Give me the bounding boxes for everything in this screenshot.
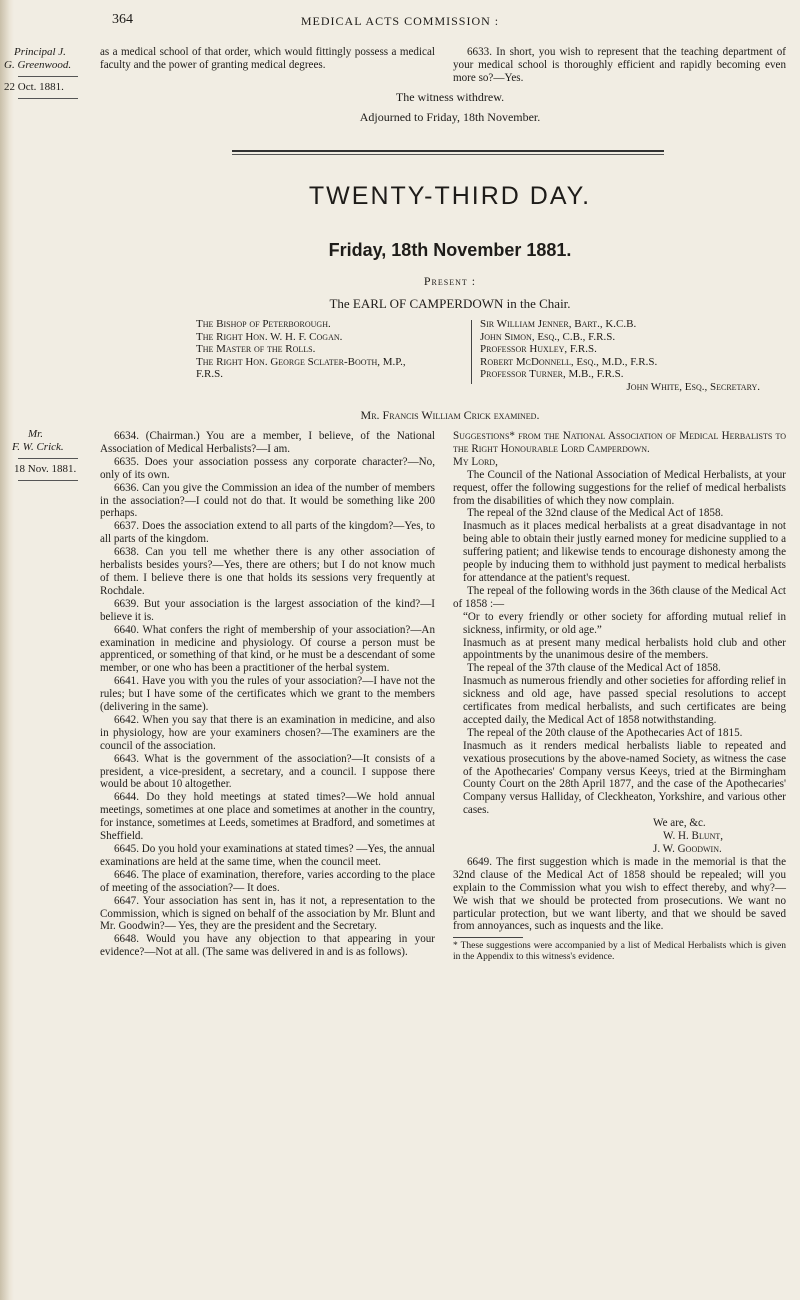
margin-witness-line2: G. Greenwood. xyxy=(4,59,72,71)
question-6648: 6648. Would you have any objection to that appearing in your evidence?—Not at all. (The same was delivered in and is as follows). xyxy=(100,933,435,959)
memorial-closing: We are, &c. xyxy=(653,817,706,830)
section-divider-thin xyxy=(232,154,664,155)
member-item: Professor Huxley, F.R.S. xyxy=(480,343,597,356)
section-divider xyxy=(232,150,664,152)
margin-note-current-witness xyxy=(4,428,96,485)
members-divider xyxy=(471,320,472,384)
question-6647: 6647. Your association has sent in, has it not, a representation to the Commission, which is signed on behalf of the association by Mr. Blunt and Mr. Goodwin?— Yes, they are the president and the Secretary. xyxy=(100,894,435,933)
signatory-blunt: W. H. Blunt, xyxy=(663,830,724,843)
question-6633: 6633. In short, you wish to represent that the teaching department of your medical school is thoroughly efficient and rapidly becoming even more so?—Yes. xyxy=(453,46,786,84)
footnote-rule xyxy=(453,937,523,938)
suggestion-1: The repeal of the 32nd clause of the Medical Act of 1858. xyxy=(467,507,724,520)
evidence-left-column xyxy=(100,430,435,959)
question-6640: 6640. What confers the right of membership of your association?—An examination in medicine and physiology. Of course a person must be apprenticed, or something of that kind, or he must be a descendant of some member, or one who has been a practitioner of the herbal system. xyxy=(100,623,435,675)
margin-rule xyxy=(18,76,78,77)
margin-witness-line1: Mr. xyxy=(28,428,43,440)
page-edge-shadow xyxy=(0,0,14,1300)
chair-line: The EARL OF CAMPERDOWN in the Chair. xyxy=(329,296,571,311)
question-6637: 6637. Does the association extend to all parts of the kingdom?—Yes, to all parts of the kingdom. xyxy=(100,520,435,546)
question-6646: 6646. The place of examination, therefore, varies according to the place of meeting of the association?— It does. xyxy=(100,868,435,894)
margin-rule xyxy=(18,480,78,481)
present-label: Present : xyxy=(423,274,477,288)
footnote: * These suggestions were accompanied by a list of Medical Herbalists which is given in the Appendix to this witness's evidence. xyxy=(453,941,786,963)
suggestion-4-body: Inasmuch as it renders medical herbalists liable to repeated and vexatious prosecutions by the above-named Society, as witness the case of the Apothecaries' Company versus Keeys, tried at the Birmingham County Court on the 28th April 1877, and the case of the Apothecaries' Company versus Halliday, of Cleckheaton, Yorkshire, and various other cases. xyxy=(463,739,786,817)
margin-note-previous-witness xyxy=(4,46,96,103)
question-6638: 6638. Can you tell me whether there is any other association of herbalists besides yours?—Yes, there are others; but I do not know much of them. I believe there is one that holds its sessions very frequently at Rochdale. xyxy=(100,546,435,597)
suggestion-3-body: Inasmuch as numerous friendly and other societies for affording relief in sickness and old age, have passed special resolutions to accept certificates from medical herbalists, and such certificates are being accepted daily, the Medical Act of 1858 notwithstanding. xyxy=(463,675,786,726)
question-6641: 6641. Have you with you the rules of your association?—I have not the rules; but I have some of the certificates which we grant to the members (delivering in the same). xyxy=(100,675,435,714)
member-item: F.R.S. xyxy=(196,368,223,381)
suggestion-2-body: Inasmuch as at present many medical herbalists hold club and other appointments by the unanimous desire of the members. xyxy=(463,636,786,662)
member-item: The Right Hon. George Sclater-Booth, M.P., xyxy=(196,355,406,368)
day-title: TWENTY-THIRD DAY. xyxy=(308,182,592,210)
top-right-continuation xyxy=(453,46,786,85)
question-6644: 6644. Do they hold meetings at stated times?—We hold annual meetings, sometimes at one place and sometimes at another in the country, for instance, sometimes at Leeds, sometimes at Bradford, and sometimes at Sheffield. xyxy=(100,791,435,843)
evidence-right-column xyxy=(453,430,786,963)
question-6649: 6649. The first suggestion which is made in the memorial is that the 32nd clause of the Medical Act of 1858 should be repealed; will you explain to the Commission what you wish to effect thereby, and why?— We wish that we should be protected from prosecutions. We want no particular protection, but we want liberty, and that we should be saved from annoyances, such as inquests and the like. xyxy=(453,855,786,933)
margin-date: 22 Oct. 1881. xyxy=(4,81,64,93)
page-header xyxy=(0,12,800,32)
question-6645: 6645. Do you hold your examinations at stated times? —Yes, the annual examinations are held at the same time, when the council meet. xyxy=(100,843,435,868)
suggestion-3: The repeal of the 37th clause of the Medical Act of 1858. xyxy=(467,662,721,675)
member-item: Professor Turner, M.B., F.R.S. xyxy=(480,368,624,381)
memorial-salutation: My Lord, xyxy=(453,455,498,468)
question-6642: 6642. When you say that there is an examination in medicine, and also in physiology, how are your examiners chosen?—The examiners are the council of the association. xyxy=(100,713,435,752)
question-6634: 6634. (Chairman.) You are a member, I believe, of the National Association of Medical Herbalists?—I am. xyxy=(100,430,435,455)
margin-rule xyxy=(18,98,78,99)
memorial-intro: The Council of the National Association of Medical Herbalists, at your request, offer the following suggestions for the relief of medical herbalists from the disabilities of which they now complain. xyxy=(453,468,786,507)
page-number: 364 xyxy=(112,12,133,27)
date-heading: Friday, 18th November 1881. xyxy=(328,240,572,260)
continuation-paragraph: as a medical school of that order, which would fittingly possess a medical faculty and the power of granting medical degrees. xyxy=(100,46,435,71)
running-title: MEDICAL ACTS COMMISSION : xyxy=(300,14,500,28)
member-item: The Right Hon. W. H. F. Cogan. xyxy=(196,330,343,343)
memorial-heading: Suggestions* from the National Association of Medical Herbalists to the Right Honourable Lord Camperdown. xyxy=(453,430,786,455)
secretary-line: John White, Esq., Secretary. xyxy=(626,380,760,393)
margin-date: 18 Nov. 1881. xyxy=(14,463,77,475)
margin-witness-line2: F. W. Crick. xyxy=(12,441,64,453)
suggestion-4: The repeal of the 20th clause of the Apothecaries Act of 1815. xyxy=(467,726,743,739)
suggestion-2-quote: “Or to every friendly or other society for affording mutual relief in sickness, infirmity, or old age.” xyxy=(463,610,786,636)
member-item: The Master of the Rolls. xyxy=(196,343,316,356)
adjourned-note: Adjourned to Friday, 18th November. xyxy=(359,110,541,124)
suggestion-2: The repeal of the following words in the 36th clause of the Medical Act of 1858 :— xyxy=(453,584,786,610)
member-item: John Simon, Esq., C.B., F.R.S. xyxy=(480,330,616,343)
member-item: The Bishop of Peterborough. xyxy=(196,318,331,330)
member-item: Robert McDonnell, Esq., M.D., F.R.S. xyxy=(480,355,658,368)
question-6635: 6635. Does your association possess any corporate character?—No, only of its own. xyxy=(100,455,435,481)
witness-withdrew: The witness withdrew. xyxy=(395,90,505,104)
top-left-continuation xyxy=(100,46,435,72)
witness-examined: Mr. Francis William Crick examined. xyxy=(360,408,540,422)
margin-witness-line1: Principal J. xyxy=(14,46,66,58)
question-6639: 6639. But your association is the largest association of the kind?—I believe it is. xyxy=(100,597,435,623)
signatory-goodwin: J. W. Goodwin. xyxy=(653,843,722,855)
member-item: Sir William Jenner, Bart., K.C.B. xyxy=(480,318,637,330)
question-6643: 6643. What is the government of the association?—It consists of a president, a vice-president, a secretary, and a council. I suppose there would be about 10 altogether. xyxy=(100,752,435,791)
question-6636: 6636. Can you give the Commission an idea of the number of members in the association?—I could not do that. It would be something like 200 perhaps. xyxy=(100,481,435,520)
members-left-list xyxy=(196,318,466,381)
members-right-list xyxy=(480,318,780,394)
margin-rule xyxy=(18,458,78,459)
suggestion-1-body: Inasmuch as it places medical herbalists at a great disadvantage in not being able to obtain their justly earned money for medicine supplied to a suffering patient; and likewise tends to encourage dishonesty among the people by inducing them to withhold just payment to medical herbalists for attendance at the patient's request. xyxy=(463,520,786,584)
